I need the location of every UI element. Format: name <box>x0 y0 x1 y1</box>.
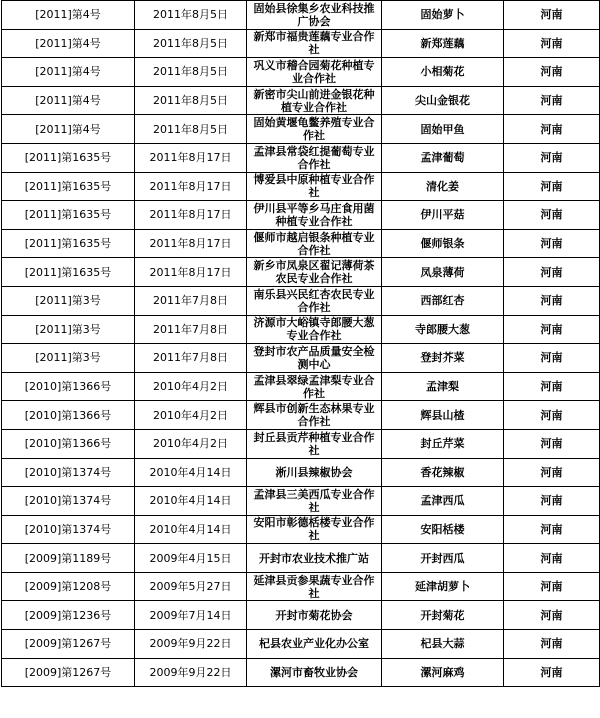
province-cell: 河南 <box>504 258 600 287</box>
date-cell: 2011年7月8日 <box>135 286 247 315</box>
product-name-cell: 尖山金银花 <box>382 86 504 115</box>
table-row <box>2 172 600 201</box>
product-name-cell: 偃师银条 <box>382 229 504 258</box>
province-cell: 河南 <box>504 372 600 401</box>
doc-number-cell: [2010]第1374号 <box>2 458 135 487</box>
date-cell: 2009年9月22日 <box>135 658 247 687</box>
province-cell: 河南 <box>504 229 600 258</box>
doc-number-cell: [2011]第1635号 <box>2 229 135 258</box>
table-row <box>2 115 600 144</box>
product-name-cell: 新郑莲藕 <box>382 29 504 58</box>
province-cell: 河南 <box>504 143 600 172</box>
date-cell: 2011年8月5日 <box>135 86 247 115</box>
date-cell: 2009年9月22日 <box>135 630 247 659</box>
province-cell: 河南 <box>504 572 600 601</box>
applicant-cell: 固始县徐集乡农业科技推广协会 <box>247 1 382 30</box>
applicant-cell: 安阳市彰德栝楼专业合作社 <box>247 515 382 544</box>
province-cell: 河南 <box>504 315 600 344</box>
product-name-cell: 辉县山楂 <box>382 401 504 430</box>
table-row <box>2 515 600 544</box>
date-cell: 2010年4月2日 <box>135 429 247 458</box>
province-cell: 河南 <box>504 201 600 230</box>
product-name-cell: 漯河麻鸡 <box>382 658 504 687</box>
province-cell: 河南 <box>504 115 600 144</box>
date-cell: 2011年7月8日 <box>135 344 247 373</box>
applicant-cell: 新郑市福贵莲藕专业合作社 <box>247 29 382 58</box>
table-row <box>2 258 600 287</box>
table-row <box>2 372 600 401</box>
province-cell: 河南 <box>504 487 600 516</box>
applicant-cell: 开封市菊花协会 <box>247 601 382 630</box>
date-cell: 2010年4月14日 <box>135 487 247 516</box>
doc-number-cell: [2009]第1267号 <box>2 630 135 659</box>
product-name-cell: 凤泉薄荷 <box>382 258 504 287</box>
applicant-cell: 漯河市畜牧业协会 <box>247 658 382 687</box>
product-name-cell: 开封菊花 <box>382 601 504 630</box>
date-cell: 2010年4月14日 <box>135 515 247 544</box>
table-row <box>2 572 600 601</box>
province-cell: 河南 <box>504 29 600 58</box>
applicant-cell: 固始黄堰龟鳖养殖专业合作社 <box>247 115 382 144</box>
product-name-cell: 固始甲鱼 <box>382 115 504 144</box>
product-name-cell: 延津胡萝卜 <box>382 572 504 601</box>
province-cell: 河南 <box>504 401 600 430</box>
doc-number-cell: [2010]第1366号 <box>2 401 135 430</box>
province-cell: 河南 <box>504 286 600 315</box>
doc-number-cell: [2011]第3号 <box>2 286 135 315</box>
doc-number-cell: [2011]第1635号 <box>2 258 135 287</box>
applicant-cell: 延津县贡参果蔬专业合作社 <box>247 572 382 601</box>
applicant-cell: 济源市大峪镇寺郎腰大葱专业合作社 <box>247 315 382 344</box>
applicant-cell: 南乐县兴民红杏农民专业合作社 <box>247 286 382 315</box>
date-cell: 2011年8月17日 <box>135 143 247 172</box>
table-row <box>2 229 600 258</box>
doc-number-cell: [2011]第1635号 <box>2 172 135 201</box>
doc-number-cell: [2010]第1366号 <box>2 429 135 458</box>
date-cell: 2009年5月27日 <box>135 572 247 601</box>
product-name-cell: 小相菊花 <box>382 58 504 87</box>
date-cell: 2011年8月5日 <box>135 115 247 144</box>
doc-number-cell: [2011]第3号 <box>2 315 135 344</box>
doc-number-cell: [2009]第1236号 <box>2 601 135 630</box>
applicant-cell: 封丘县贡芹种植专业合作社 <box>247 429 382 458</box>
applicant-cell: 孟津县翠绿孟津梨专业合作社 <box>247 372 382 401</box>
product-name-cell: 香花辣椒 <box>382 458 504 487</box>
doc-number-cell: [2011]第4号 <box>2 86 135 115</box>
applicant-cell: 杞县农业产业化办公室 <box>247 630 382 659</box>
province-cell: 河南 <box>504 630 600 659</box>
province-cell: 河南 <box>504 458 600 487</box>
province-cell: 河南 <box>504 658 600 687</box>
product-name-cell: 孟津梨 <box>382 372 504 401</box>
date-cell: 2011年8月17日 <box>135 229 247 258</box>
date-cell: 2011年8月17日 <box>135 258 247 287</box>
product-name-cell: 孟津葡萄 <box>382 143 504 172</box>
table-row <box>2 29 600 58</box>
province-cell: 河南 <box>504 515 600 544</box>
doc-number-cell: [2010]第1366号 <box>2 372 135 401</box>
product-name-cell: 孟津西瓜 <box>382 487 504 516</box>
table-row <box>2 143 600 172</box>
table-row <box>2 86 600 115</box>
table-row <box>2 487 600 516</box>
applicant-cell: 孟津县三美西瓜专业合作社 <box>247 487 382 516</box>
doc-number-cell: [2009]第1208号 <box>2 572 135 601</box>
product-name-cell: 伊川平菇 <box>382 201 504 230</box>
province-cell: 河南 <box>504 344 600 373</box>
product-name-cell: 开封西瓜 <box>382 544 504 573</box>
date-cell: 2010年4月14日 <box>135 458 247 487</box>
applicant-cell: 开封市农业技术推广站 <box>247 544 382 573</box>
province-cell: 河南 <box>504 58 600 87</box>
product-name-cell: 安阳栝楼 <box>382 515 504 544</box>
date-cell: 2011年7月8日 <box>135 315 247 344</box>
date-cell: 2010年4月2日 <box>135 401 247 430</box>
table-row <box>2 658 600 687</box>
date-cell: 2010年4月2日 <box>135 372 247 401</box>
province-cell: 河南 <box>504 429 600 458</box>
doc-number-cell: [2011]第4号 <box>2 58 135 87</box>
doc-number-cell: [2011]第4号 <box>2 29 135 58</box>
province-cell: 河南 <box>504 1 600 30</box>
doc-number-cell: [2011]第1635号 <box>2 143 135 172</box>
product-name-cell: 清化姜 <box>382 172 504 201</box>
product-name-cell: 登封芥菜 <box>382 344 504 373</box>
table-row <box>2 58 600 87</box>
table-row <box>2 286 600 315</box>
product-name-cell: 杞县大蒜 <box>382 630 504 659</box>
table-row <box>2 458 600 487</box>
applicant-cell: 辉县市创新生态林果专业合作社 <box>247 401 382 430</box>
date-cell: 2011年8月5日 <box>135 1 247 30</box>
doc-number-cell: [2010]第1374号 <box>2 487 135 516</box>
table-row <box>2 201 600 230</box>
product-name-cell: 固始萝卜 <box>382 1 504 30</box>
table-row <box>2 1 600 30</box>
table-row <box>2 630 600 659</box>
applicant-cell: 偃师市越启银条种植专业合作社 <box>247 229 382 258</box>
product-name-cell: 西部红杏 <box>382 286 504 315</box>
date-cell: 2011年8月5日 <box>135 58 247 87</box>
doc-number-cell: [2011]第4号 <box>2 1 135 30</box>
product-name-cell: 寺郎腰大葱 <box>382 315 504 344</box>
product-name-cell: 封丘芹菜 <box>382 429 504 458</box>
table-row <box>2 315 600 344</box>
applicant-cell: 孟津县常袋红提葡萄专业合作社 <box>247 143 382 172</box>
province-cell: 河南 <box>504 544 600 573</box>
date-cell: 2011年8月5日 <box>135 29 247 58</box>
doc-number-cell: [2011]第3号 <box>2 344 135 373</box>
registration-table <box>1 0 600 687</box>
date-cell: 2011年8月17日 <box>135 172 247 201</box>
province-cell: 河南 <box>504 86 600 115</box>
table-row <box>2 344 600 373</box>
table-row <box>2 601 600 630</box>
date-cell: 2009年4月15日 <box>135 544 247 573</box>
applicant-cell: 伊川县平等乡马庄食用菌种植专业合作社 <box>247 201 382 230</box>
province-cell: 河南 <box>504 172 600 201</box>
applicant-cell: 淅川县辣椒协会 <box>247 458 382 487</box>
doc-number-cell: [2009]第1189号 <box>2 544 135 573</box>
applicant-cell: 博爱县中原种植专业合作社 <box>247 172 382 201</box>
date-cell: 2009年7月14日 <box>135 601 247 630</box>
doc-number-cell: [2011]第1635号 <box>2 201 135 230</box>
doc-number-cell: [2011]第4号 <box>2 115 135 144</box>
date-cell: 2011年8月17日 <box>135 201 247 230</box>
doc-number-cell: [2010]第1374号 <box>2 515 135 544</box>
doc-number-cell: [2009]第1267号 <box>2 658 135 687</box>
table-body <box>2 1 600 687</box>
province-cell: 河南 <box>504 601 600 630</box>
table-row <box>2 401 600 430</box>
applicant-cell: 新乡市凤泉区翟记薄荷茶农民专业合作社 <box>247 258 382 287</box>
table-row <box>2 544 600 573</box>
table-row <box>2 429 600 458</box>
applicant-cell: 新密市尖山前进金银花种植专业合作社 <box>247 86 382 115</box>
applicant-cell: 巩义市稽合园菊花种植专业合作社 <box>247 58 382 87</box>
applicant-cell: 登封市农产品质量安全检测中心 <box>247 344 382 373</box>
